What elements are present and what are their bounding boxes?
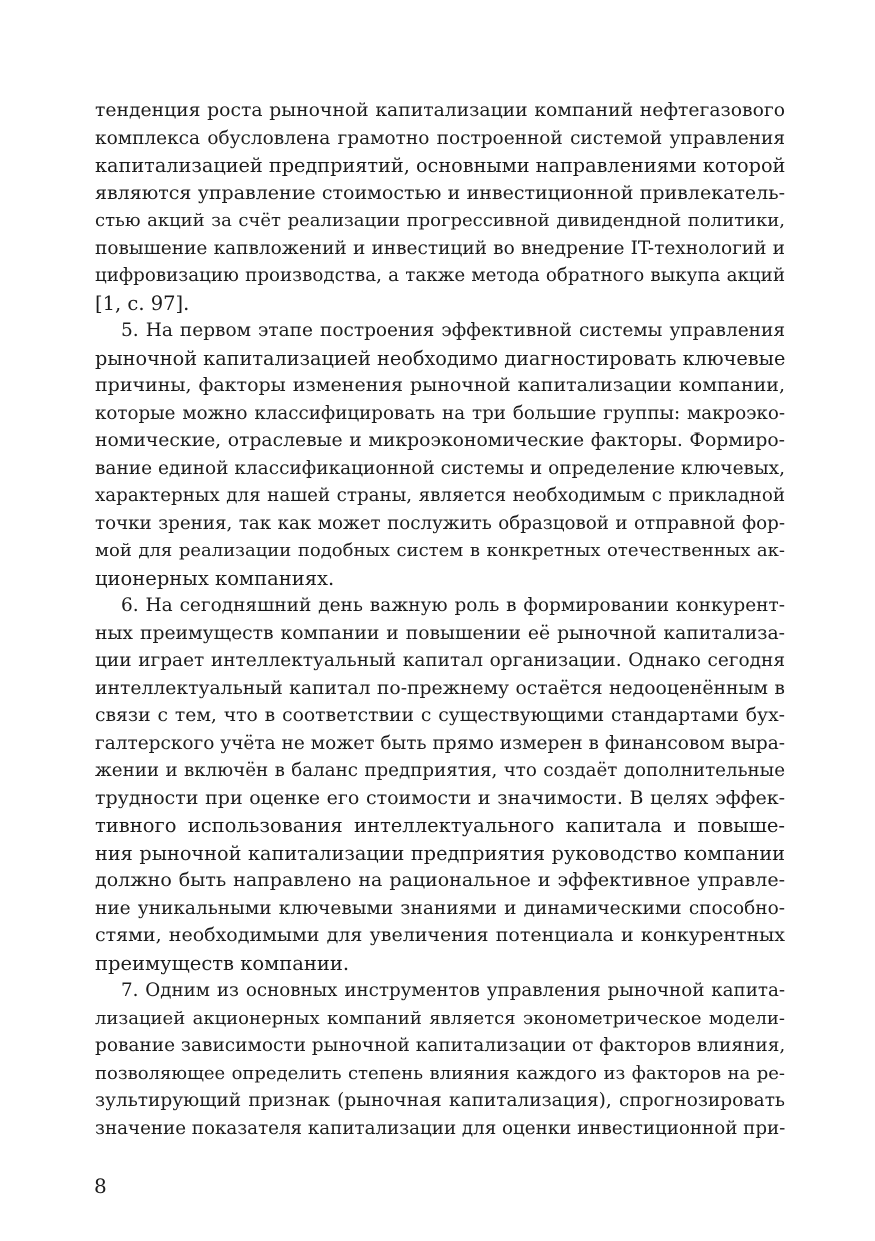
page-number: 8 [94, 1174, 107, 1198]
text-line: мой для реализации подобных систем в конкретных отечественных ак- [95, 540, 785, 561]
text-line: ционерных компаниях. [95, 566, 335, 590]
text-line: рование зависимости рыночной капитализации от факторов влияния, [95, 1035, 785, 1056]
text-line: стью акций за счёт реализации прогрессивной дивидендной политики, [95, 210, 785, 231]
text-line: тенденция роста рыночной капитализации компаний нефтегазового [95, 100, 785, 121]
paragraph-item-7 [95, 977, 785, 1142]
text-line: комплекса обусловлена грамотно построенной системой управления [95, 127, 785, 149]
text-line: повышение капвложений и инвестиций во внедрение IT-технологий и [95, 237, 785, 259]
text-line: 5. На первом этапе построения эффективной системы управления [121, 320, 785, 341]
text-line: ние уникальными ключевыми знаниями и динамическими способно- [95, 897, 785, 919]
text-line: должно быть направлено на рациональное и эффективное управле- [95, 869, 785, 891]
text-line: причины, факторы изменения рыночной капитализации компании, [95, 374, 785, 396]
text-line: лизацией акционерных компаний является эконометрическое модели- [95, 1007, 785, 1029]
text-line: номические, отраслевые и микроэкономические факторы. Формиро- [95, 430, 785, 451]
text-line: являются управление стоимостью и инвестиционной привлекатель- [95, 181, 785, 204]
text-line: характерных для нашей страны, является необходимым с прикладной [95, 485, 785, 506]
text-line: [1, с. 97]. [95, 291, 190, 315]
text-line: точки зрения, так как может послужить образцовой и отправной фор- [95, 512, 785, 534]
paragraph-item-5 [95, 317, 785, 592]
text-line: зультирующий признак (рыночная капитализация), спрогнозировать [95, 1090, 785, 1111]
text-line: связи с тем, что в соответствии с существующими стандартами бух- [95, 705, 785, 726]
text-line: значение показателя капитализации для оценки инвестиционной при- [95, 1117, 785, 1139]
text-line: рыночной капитализацией необходимо диагностировать ключевые [95, 346, 785, 370]
text-line: позволяющее определить степень влияния каждого из факторов на ре- [95, 1062, 785, 1084]
text-line: 6. На сегодняшний день важную роль в формировании конкурент- [121, 595, 785, 616]
text-line: стями, необходимыми для увеличения потенциала и конкурентных [95, 924, 785, 946]
text-line: интеллектуальный капитал по-прежнему остаётся недооценённым в [95, 677, 785, 699]
text-line: которые можно классифицировать на три большие группы: макроэко- [95, 402, 785, 424]
text-line: преимуществ компании. [95, 951, 350, 975]
text-line: тивного использования интеллектуального капитала и повыше- [95, 814, 785, 837]
text-line: вание единой классификационной системы и определение ключевых, [95, 457, 785, 479]
text-line: галтерского учёта не может быть прямо измерен в финансовом выра- [95, 732, 785, 754]
paragraph-continuation [95, 97, 785, 317]
text-line: ных преимуществ компании и повышении её рыночной капитализа- [95, 622, 785, 644]
text-line: трудности при оценке его стоимости и значимости. В целях эффек- [95, 786, 785, 809]
text-line: ния рыночной капитализации предприятия руководство компании [95, 841, 785, 865]
text-line: цифровизацию производства, а также метода обратного выкупа акций [95, 265, 785, 286]
text-line: 7. Одним из основных инструментов управления рыночной капита- [121, 980, 785, 1001]
page-body [95, 97, 785, 1142]
paragraph-item-6 [95, 592, 785, 977]
text-line: капитализацией предприятий, основными направлениями которой [95, 154, 785, 177]
text-line: ции играет интеллектуальный капитал организации. Однако сегодня [95, 650, 785, 671]
text-line: жении и включён в баланс предприятия, что создаёт дополнительные [95, 760, 785, 781]
